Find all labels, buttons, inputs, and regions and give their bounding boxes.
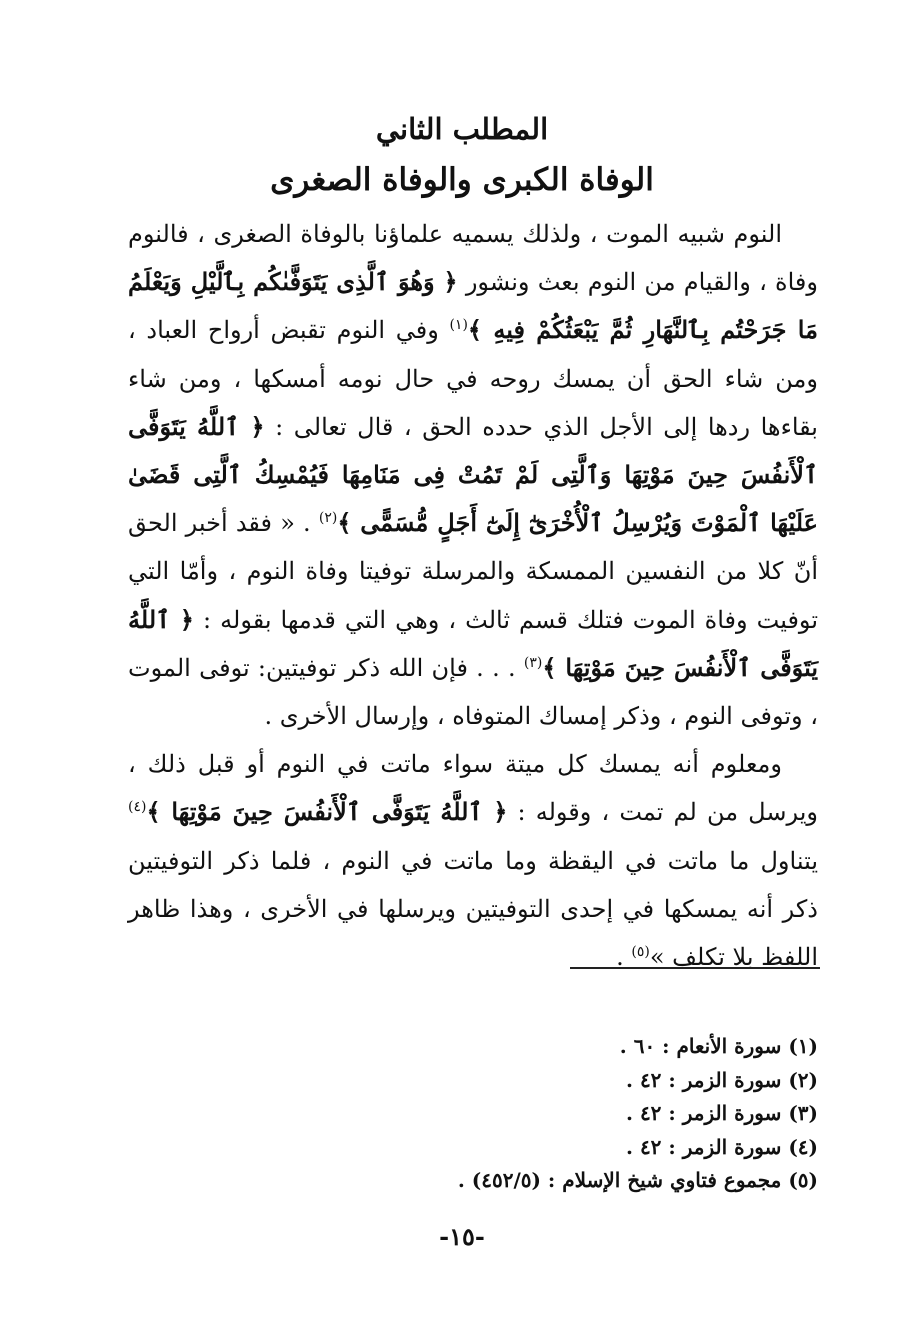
footnote-item: (٥) مجموع فتاوي شيخ الإسلام : (٤٥٢/٥) . bbox=[457, 1168, 818, 1192]
section-subtitle: الوفاة الكبرى والوفاة الصغرى bbox=[270, 162, 654, 198]
text-run: النوم شبيه الموت ، ولذلك يسميه علماؤنا بالوفاة الصغرى ، فالنوم وفاة ، والقيام من النوم بعث ونشور bbox=[128, 220, 818, 297]
footnote-ref: (٣) bbox=[523, 654, 543, 671]
section-title: المطلب الثاني bbox=[375, 112, 549, 146]
text-run: ومعلوم أنه يمسك كل ميتة سواء ماتت في النوم أو قبل ذلك ، ويرسل من لم تمت ، وقوله : bbox=[128, 750, 818, 827]
text-run: وفي النوم تقبض أرواح العباد ، ومن شاء الحق أن يمسك روحه في حال نومه أمسكها ، ومن شاء بقاءها ردها إلى الأجل الذي حدده الحق ، قال تعالى : bbox=[128, 316, 818, 441]
quran-verse: ﴿ ٱللَّهُ يَتَوَفَّى ٱلْأَنفُسَ حِينَ مَوْتِهَا وَٱلَّتِى لَمْ تَمُتْ فِى مَنَامِهَا فَيُمْسِكُ ٱلَّتِى قَضَىٰ عَلَيْهَا ٱلْمَوْتَ وَيُرْسِلُ ٱلْأُخْرَىٰٓ إِلَىٰٓ أَجَلٍ مُّسَمًّى ﴾ bbox=[128, 411, 819, 538]
footnote-ref: (١) bbox=[449, 317, 468, 334]
footnote-ref: (٥) bbox=[631, 944, 650, 961]
text-run: يتناول ما ماتت في اليقظة وما ماتت في النوم ، فلما ذكر التوفيتين ذكر أنه يمسكها في إحدى التوفيتين ويرسلها في الأخرى ، وهذا ظاهر اللفظ بلا تكلف » bbox=[128, 846, 818, 972]
footnote-ref: (٤) bbox=[128, 799, 147, 816]
body-text bbox=[128, 210, 818, 981]
text-run: . . . فإن الله ذكر توفيتين: توفى الموت ، وتوفى النوم ، وذكر إمساك المتوفاه ، وإرسال الأخرى . bbox=[128, 653, 818, 731]
footnote-divider bbox=[570, 967, 820, 969]
quran-verse: ﴿ ٱللَّهُ يَتَوَفَّى ٱلْأَنفُسَ حِينَ مَوْتِهَا ﴾ bbox=[128, 604, 818, 682]
quran-verse: ﴿ وَهُوَ ٱلَّذِى يَتَوَفَّىٰكُم بِٱلَّيْلِ وَيَعْلَمُ مَا جَرَحْتُم بِٱلنَّهَارِ ثُمَّ يَبْعَثُكُمْ فِيهِ ﴾ bbox=[128, 267, 818, 345]
page-number: -١٥- bbox=[439, 1222, 485, 1251]
footnotes bbox=[128, 1030, 818, 1198]
text-run: . « فقد أخبر الحق أنّ كلا من النفسين الممسكة والمرسلة توفيتا وفاة النوم ، وأمّا التي توفيت وفاة الموت فتلك قسم ثالث ، وهي التي قدمها بقوله : bbox=[128, 509, 818, 634]
footnote-ref: (٢) bbox=[318, 510, 338, 527]
text-run: . bbox=[616, 943, 624, 972]
quran-verse: ﴿ ٱللَّهُ يَتَوَفَّى ٱلْأَنفُسَ حِينَ مَوْتِهَا ﴾ bbox=[146, 797, 508, 827]
footnote-item: (٢) سورة الزمر : ٤٢ . bbox=[626, 1067, 818, 1092]
paragraph-1 bbox=[128, 210, 818, 740]
footnote-item: (٣) سورة الزمر : ٤٢ . bbox=[626, 1101, 818, 1125]
paragraph-2 bbox=[128, 740, 818, 981]
footnote-item: (١) سورة الأنعام : ٦٠ . bbox=[619, 1034, 818, 1058]
footnote-item: (٤) سورة الزمر : ٤٢ . bbox=[626, 1134, 818, 1159]
